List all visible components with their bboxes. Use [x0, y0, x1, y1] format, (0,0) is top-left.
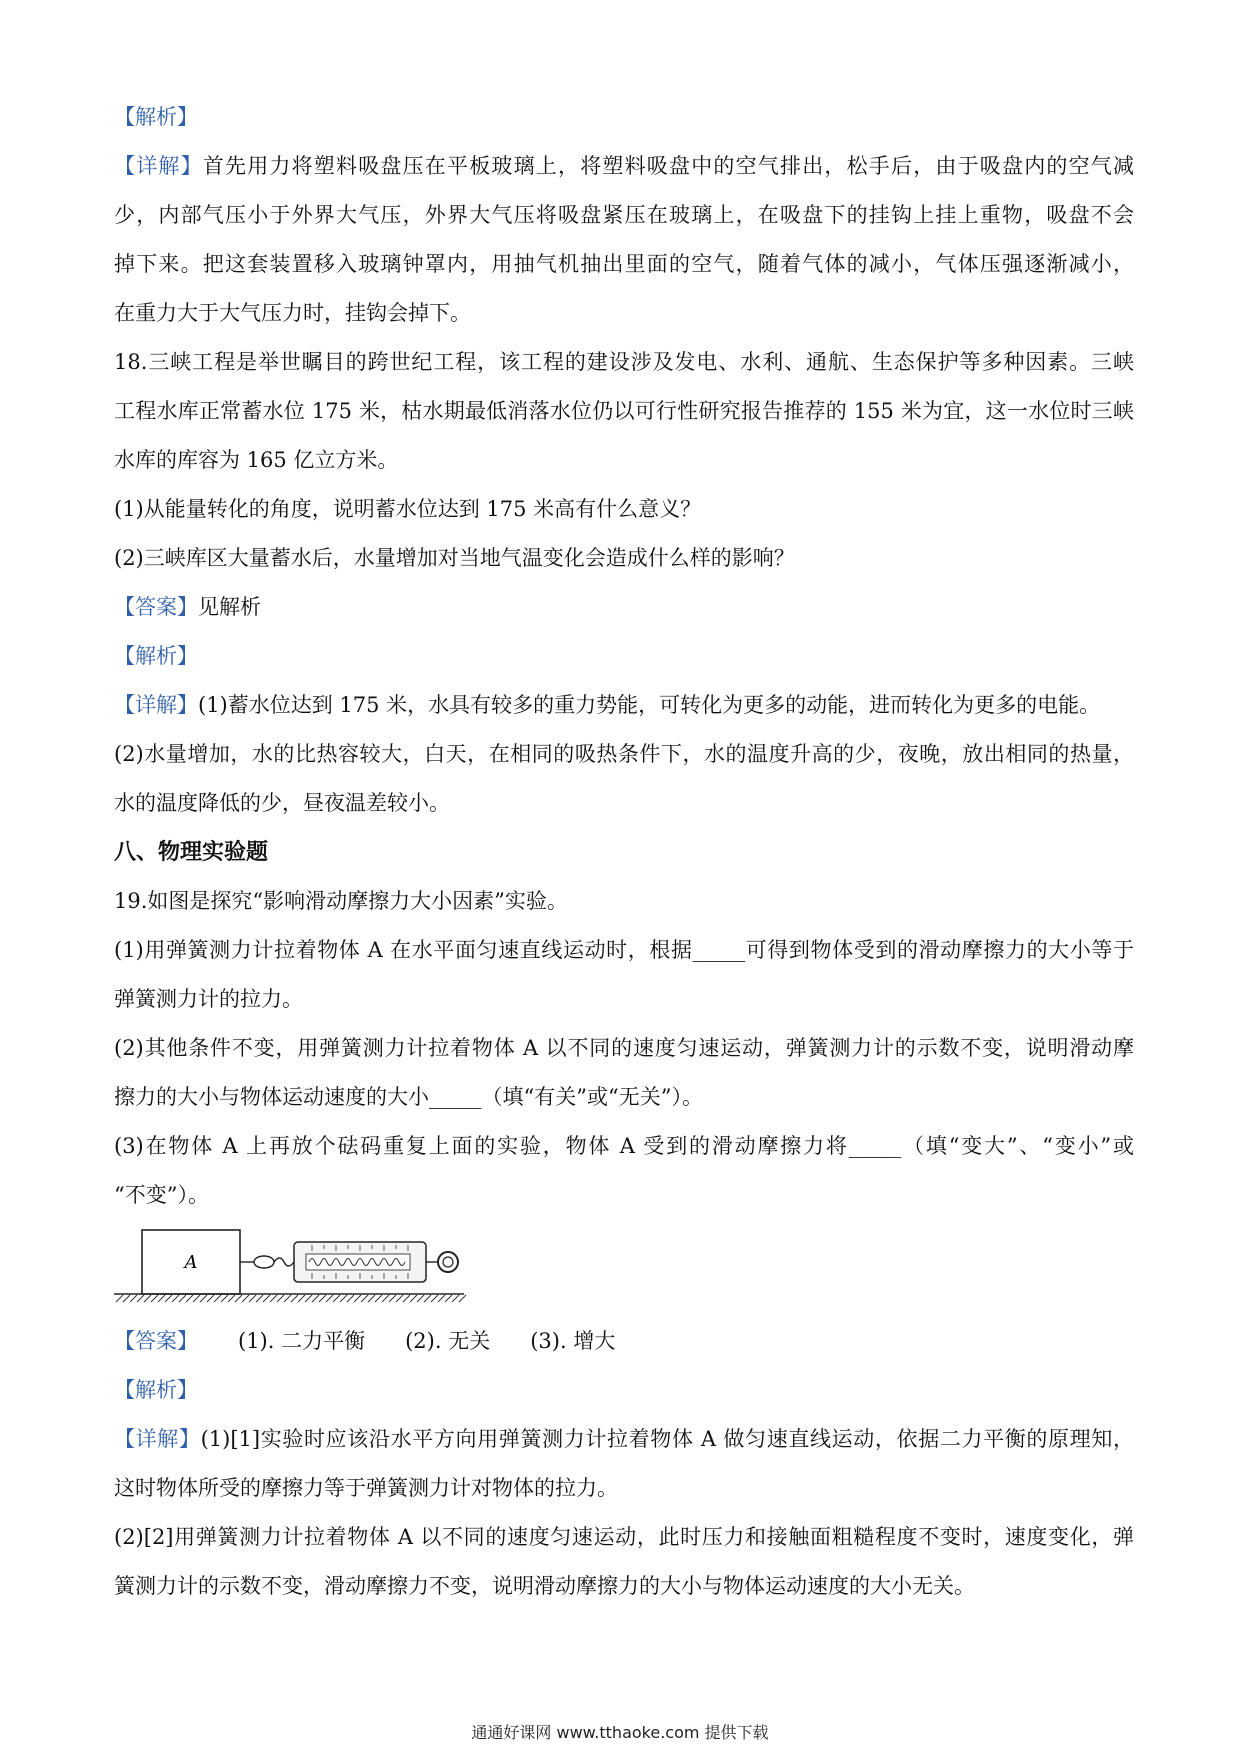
q19-answer-3: (3). 增大: [530, 1329, 616, 1353]
hatch-mark: [235, 1295, 242, 1302]
q19-detail-1-line-2: 这时物体所受的摩擦力等于弹簧测力计对物体的拉力。: [114, 1476, 618, 1500]
q19-sub-1-line-1: (1)用弹簧测力计拉着物体 A 在水平面匀速直线运动时，根据_____可得到物体受到的滑动摩擦力的大小等于: [114, 938, 1134, 962]
hatch-mark: [221, 1295, 228, 1302]
q19-sub-1-line-2: 弹簧测力计的拉力。: [114, 987, 303, 1011]
section-heading: 八、物理实验题: [114, 839, 269, 865]
hatch-mark: [137, 1295, 144, 1302]
hatch-mark: [116, 1295, 123, 1302]
ground-hatch: [116, 1295, 466, 1302]
hook: [274, 1258, 294, 1266]
hatch-mark: [354, 1295, 361, 1302]
q19-answer-2: (2). 无关: [405, 1329, 491, 1353]
hatch-mark: [424, 1295, 431, 1302]
q18-stem-line-1: 18.三峡工程是举世瞩目的跨世纪工程，该工程的建设涉及发电、水利、通航、生态保护等多种因素。三峡: [114, 350, 1134, 374]
footer-watermark: 通通好课网 www.tthaoke.com 提供下载: [471, 1723, 769, 1742]
q19-sub-2-line-1: (2)其他条件不变，用弹簧测力计拉着物体 A 以不同的速度匀速运动，弹簧测力计的示数不变，说明滑动摩: [114, 1036, 1134, 1060]
hatch-mark: [375, 1295, 382, 1302]
q19-detail-2-line-1: (2)[2]用弹簧测力计拉着物体 A 以不同的速度匀速运动，此时压力和接触面粗糙程度不变时，速度变化，弹: [114, 1525, 1134, 1549]
hatch-mark: [200, 1295, 207, 1302]
q18-detail-1: 【详解】(1)蓄水位达到 175 米，水具有较多的重力势能，可转化为更多的动能，进而转化为更多的电能。: [114, 693, 1101, 717]
q18-answer: 【答案】见解析: [114, 595, 261, 619]
hatch-mark: [207, 1295, 214, 1302]
hatch-mark: [431, 1295, 438, 1302]
q18-detail-2-line-2: 水的温度降低的少，昼夜温差较小。: [114, 791, 450, 815]
q17-analysis-tag: 【解析】: [114, 105, 198, 129]
q18-stem-line-2: 工程水库正常蓄水位 175 米，枯水期最低消落水位仍以可行性研究报告推荐的 155 米为宜，这一水位时三峡: [114, 399, 1134, 423]
hatch-mark: [179, 1295, 186, 1302]
hatch-mark: [172, 1295, 179, 1302]
hatch-mark: [410, 1295, 417, 1302]
hatch-mark: [256, 1295, 263, 1302]
q19-answer-1: (1). 二力平衡: [238, 1329, 366, 1353]
hatch-mark: [298, 1295, 305, 1302]
hatch-mark: [389, 1295, 396, 1302]
q19-answer: 【答案】 (1). 二力平衡 (2). 无关 (3). 增大: [114, 1326, 1134, 1356]
hatch-mark: [277, 1295, 284, 1302]
q17-detail-line-1: 【详解】首先用力将塑料吸盘压在平板玻璃上，将塑料吸盘中的空气排出，松手后，由于吸盘内的空气减: [114, 154, 1135, 178]
hatch-mark: [214, 1295, 221, 1302]
hatch-mark: [326, 1295, 333, 1302]
hatch-mark: [186, 1295, 193, 1302]
q18-sub-question-2: (2)三峡库区大量蓄水后，水量增加对当地气温变化会造成什么样的影响？: [114, 546, 795, 570]
hatch-mark: [158, 1295, 165, 1302]
hatch-mark: [305, 1295, 312, 1302]
hatch-mark: [417, 1295, 424, 1302]
block-a-label: A: [184, 1252, 198, 1273]
q19-analysis-tag: 【解析】: [114, 1378, 198, 1402]
hatch-mark: [130, 1295, 137, 1302]
hatch-mark: [403, 1295, 410, 1302]
q18-detail-2-line-1: (2)水量增加，水的比热容较大，白天，在相同的吸热条件下，水的温度升高的少，夜晚，放出相同的热量，: [114, 742, 1134, 766]
hatch-mark: [319, 1295, 326, 1302]
hatch-mark: [249, 1295, 256, 1302]
q17-detail-line-4: 在重力大于大气压力时，挂钩会掉下。: [114, 301, 471, 325]
q19-sub-2-line-2: 擦力的大小与物体运动速度的大小_____（填“有关”或“无关”）。: [114, 1085, 703, 1109]
hatch-mark: [368, 1295, 375, 1302]
hatch-mark: [361, 1295, 368, 1302]
q19-sub-3-line-1: (3)在物体 A 上再放个砝码重复上面的实验，物体 A 受到的滑动摩擦力将_____（填“变大”、“变小”或: [114, 1134, 1134, 1158]
hatch-mark: [438, 1295, 445, 1302]
q19-detail-2-line-2: 簧测力计的示数不变，滑动摩擦力不变，说明滑动摩擦力的大小与物体运动速度的大小无关。: [114, 1574, 975, 1598]
q19-stem: 19.如图是探究“影响滑动摩擦力大小因素”实验。: [114, 889, 568, 913]
hatch-mark: [263, 1295, 270, 1302]
hook-loop: [254, 1256, 274, 1268]
hatch-mark: [382, 1295, 389, 1302]
hatch-mark: [151, 1295, 158, 1302]
hatch-mark: [312, 1295, 319, 1302]
q19-sub-3-line-2: “不变”）。: [114, 1183, 209, 1207]
hatch-mark: [228, 1295, 235, 1302]
q19-detail-1-line-1: 【详解】(1)[1]实验时应该沿水平方向用弹簧测力计拉着物体 A 做匀速直线运动，依据二力平衡的原理知，: [114, 1427, 1134, 1451]
q17-detail-line-2: 少，内部气压小于外界大气压，外界大气压将吸盘紧压在玻璃上，在吸盘下的挂钩上挂上重物，吸盘不会: [114, 203, 1134, 227]
hatch-mark: [396, 1295, 403, 1302]
hatch-mark: [291, 1295, 298, 1302]
hatch-mark: [193, 1295, 200, 1302]
hatch-mark: [270, 1295, 277, 1302]
q18-sub-question-1: (1)从能量转化的角度，说明蓄水位达到 175 米高有什么意义？: [114, 497, 702, 521]
hatch-mark: [333, 1295, 340, 1302]
q18-stem-line-3: 水库的库容为 165 亿立方米。: [114, 448, 399, 472]
spring-scale-window: [306, 1254, 410, 1270]
spring-scale-figure: [114, 1228, 474, 1308]
scale-ring: [438, 1252, 458, 1272]
hatch-mark: [284, 1295, 291, 1302]
q17-detail-line-3: 掉下来。把这套装置移入玻璃钟罩内，用抽气机抽出里面的空气，随着气体的减小，气体压强逐渐减小，: [114, 252, 1134, 276]
hatch-mark: [165, 1295, 172, 1302]
hatch-mark: [123, 1295, 130, 1302]
q18-analysis-tag: 【解析】: [114, 644, 198, 668]
hatch-mark: [340, 1295, 347, 1302]
hatch-mark: [347, 1295, 354, 1302]
hatch-mark: [459, 1295, 466, 1302]
hatch-mark: [452, 1295, 459, 1302]
hatch-mark: [445, 1295, 452, 1302]
hatch-mark: [242, 1295, 249, 1302]
hatch-mark: [144, 1295, 151, 1302]
